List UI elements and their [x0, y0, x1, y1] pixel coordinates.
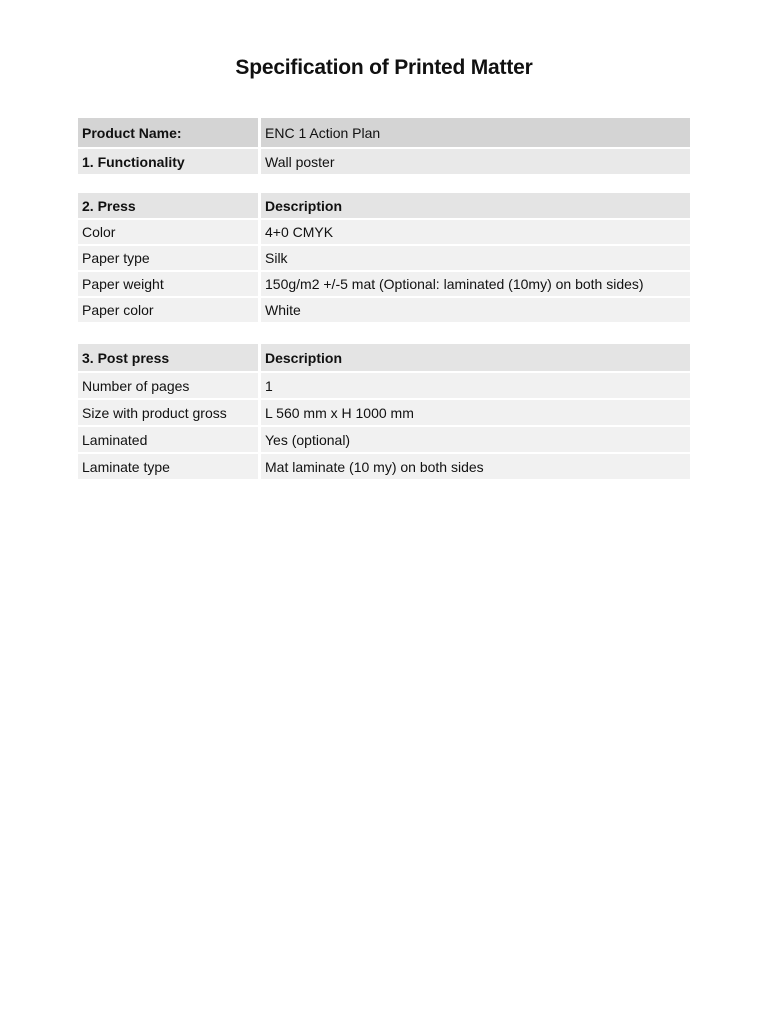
- press-row-label: Paper type: [78, 246, 261, 270]
- table-row-product-name: [78, 118, 690, 147]
- table-header-row: [78, 344, 690, 371]
- table-header-row: [78, 193, 690, 218]
- table-row: [78, 298, 690, 322]
- press-table: [78, 191, 690, 324]
- press-header-value: Description: [261, 193, 690, 218]
- functionality-label: 1. Functionality: [78, 149, 261, 174]
- page-title: Specification of Printed Matter: [235, 56, 533, 79]
- post-press-row-value: 1: [261, 373, 690, 398]
- table-row: [78, 427, 690, 452]
- post-press-row-label: Size with product gross: [78, 400, 261, 425]
- table-row: [78, 246, 690, 270]
- product-name-label: Product Name:: [78, 118, 261, 147]
- post-press-row-label: Laminate type: [78, 454, 261, 479]
- table-row: [78, 373, 690, 398]
- press-row-value: Silk: [261, 246, 690, 270]
- post-press-row-value: Yes (optional): [261, 427, 690, 452]
- press-header-label: 2. Press: [78, 193, 261, 218]
- table-row: [78, 454, 690, 479]
- press-row-value: 4+0 CMYK: [261, 220, 690, 244]
- table-row-functionality: [78, 149, 690, 174]
- post-press-row-value: L 560 mm x H 1000 mm: [261, 400, 690, 425]
- product-name-value: ENC 1 Action Plan: [261, 118, 690, 147]
- press-row-value: White: [261, 298, 690, 322]
- table-row: [78, 272, 690, 296]
- post-press-table: [78, 342, 690, 481]
- press-row-label: Color: [78, 220, 261, 244]
- table-row: [78, 400, 690, 425]
- press-row-value: 150g/m2 +/-5 mat (Optional: laminated (10my) on both sides): [261, 272, 690, 296]
- post-press-header-value: Description: [261, 344, 690, 371]
- product-table: [78, 116, 690, 176]
- table-row: [78, 220, 690, 244]
- press-row-label: Paper weight: [78, 272, 261, 296]
- functionality-value: Wall poster: [261, 149, 690, 174]
- post-press-row-label: Laminated: [78, 427, 261, 452]
- post-press-row-value: Mat laminate (10 my) on both sides: [261, 454, 690, 479]
- post-press-row-label: Number of pages: [78, 373, 261, 398]
- press-row-label: Paper color: [78, 298, 261, 322]
- post-press-header-label: 3. Post press: [78, 344, 261, 371]
